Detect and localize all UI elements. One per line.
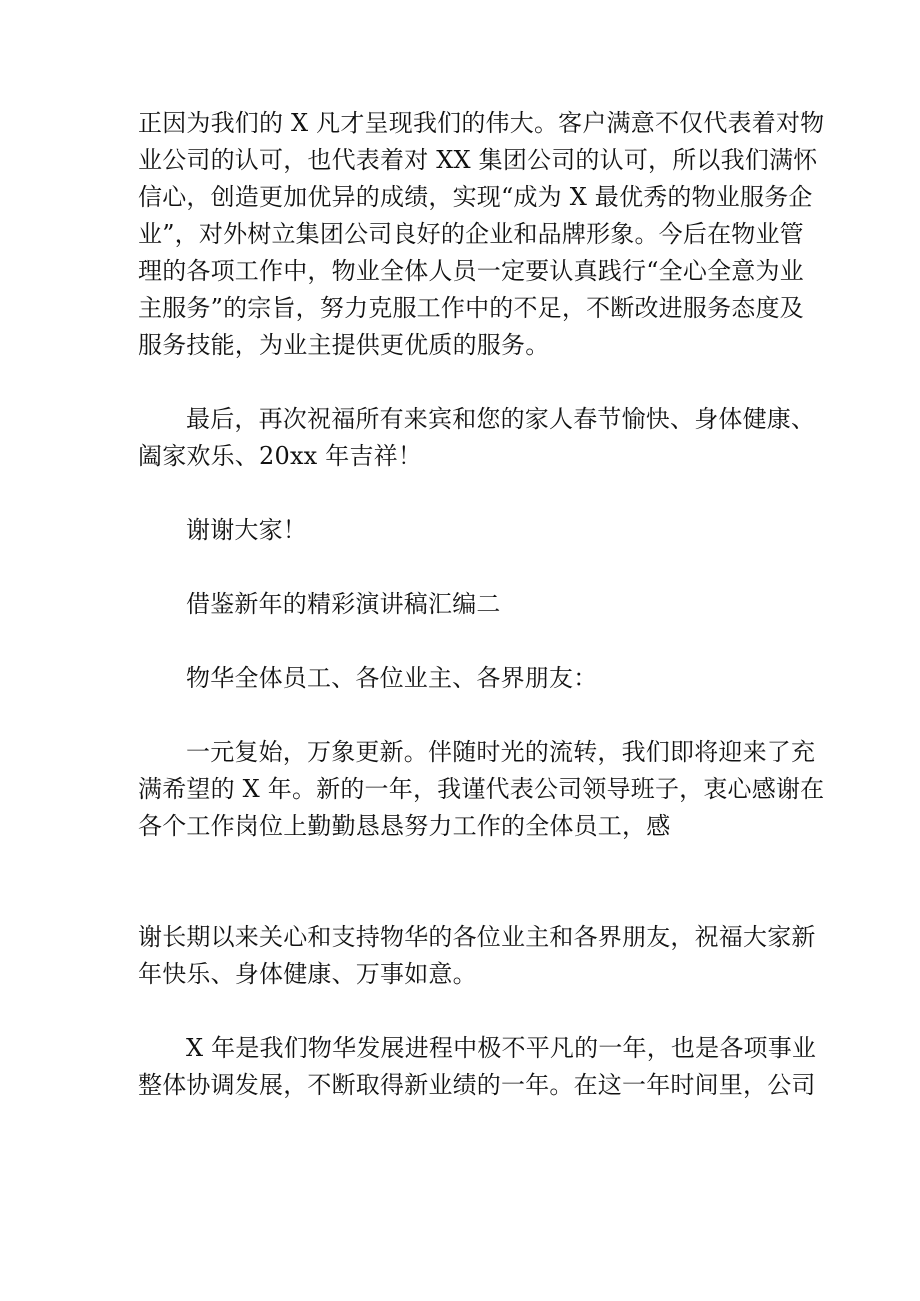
paragraph-line: 主服务”的宗旨，努力克服工作中的不足，不断改进服务态度及 [138, 294, 804, 322]
paragraph-line: 各个工作岗位上勤勤恳恳努力工作的全体员工，感 [138, 812, 671, 840]
paragraph-line: 最后，再次祝福所有来宾和您的家人春节愉快、身体健康、 [186, 405, 816, 433]
paragraph-line: X 年是我们物华发展进程中极不平凡的一年，也是各项事业 [186, 1034, 817, 1062]
paragraph-line: 谢长期以来关心和支持物华的各位业主和各界朋友，祝福大家新 [138, 923, 816, 951]
greeting-line: 物华全体员工、各位业主、各界朋友： [186, 664, 598, 692]
paragraph-line: 正因为我们的 X 凡才呈现我们的伟大。客户满意不仅代表着对物 [138, 109, 825, 137]
paragraph-line: 一元复始，万象更新。伴随时光的流转，我们即将迎来了充 [186, 738, 816, 766]
paragraph-line: 阖家欢乐、20xx 年吉祥！ [138, 442, 423, 470]
paragraph-line: 业公司的认可，也代表着对 XX 集团公司的认可，所以我们满怀 [138, 146, 818, 174]
paragraph-line: 理的各项工作中，物业全体人员一定要认真践行“全心全意为业 [138, 257, 804, 285]
paragraph-line: 整体协调发展，不断取得新业绩的一年。在这一年时间里，公司 [138, 1071, 816, 1099]
paragraph-line: 满希望的 X 年。新的一年，我谨代表公司领导班子，衷心感谢在 [138, 775, 825, 803]
paragraph-line: 信心，创造更加优异的成绩，实现“成为 X 最优秀的物业服务企 [138, 183, 813, 211]
thanks-line: 谢谢大家！ [186, 516, 307, 544]
paragraph-line: 年快乐、身体健康、万事如意。 [138, 960, 477, 988]
section-title: 借鉴新年的精彩演讲稿汇编二 [186, 590, 501, 618]
paragraph-line: 业”，对外树立集团公司良好的企业和品牌形象。今后在物业管 [138, 220, 804, 248]
paragraph-line: 服务技能，为业主提供更优质的服务。 [138, 331, 550, 359]
